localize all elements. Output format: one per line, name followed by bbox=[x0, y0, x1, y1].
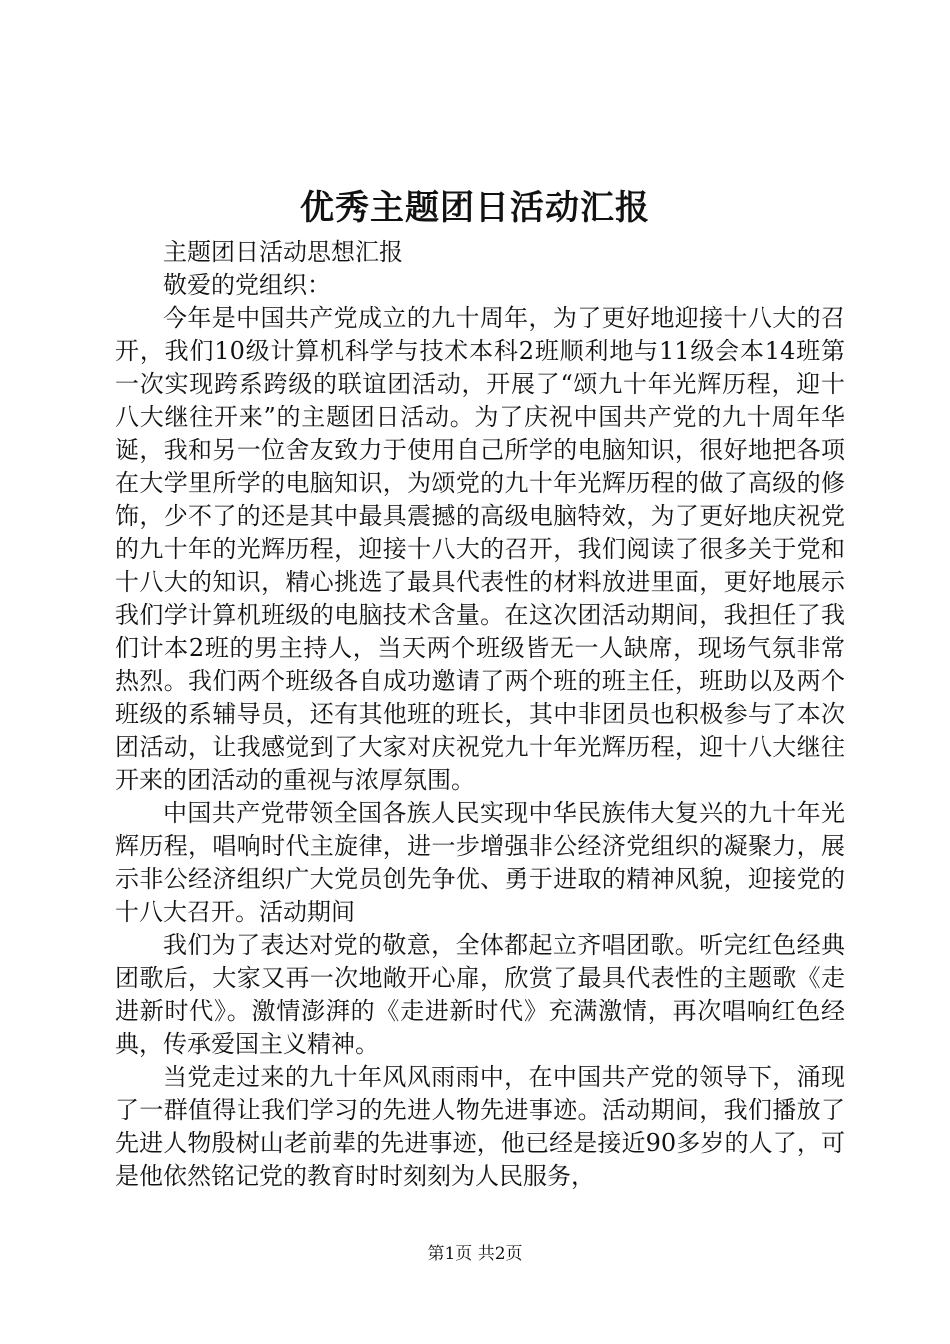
paragraph-2: 中国共产党带领全国各族人民实现中华民族伟大复兴的九十年光辉历程，唱响时代主旋律，进一步增强非公经济党组织的凝聚力，展示非公经济组织广大党员创先争优、勇于进取的精神风貌，迎接党的十八大召开。活动期间 bbox=[115, 799, 845, 926]
paragraph-1: 今年是中国共产党成立的九十周年，为了更好地迎接十八大的召开，我们10级计算机科学与技术本科2班顺利地与11级会本14班第一次实现跨系跨级的联谊团活动，开展了“颂九十年光辉历程，迎十八大继往开来”的主题团日活动。为了庆祝中国共产党的九十周年华诞，我和另一位舍友致力于使用自己所学的电脑知识，很好地把各项在大学里所学的电脑知识，为颂党的九十年光辉历程的做了高级的修饰，少不了的还是其中最具震撼的高级电脑特效，为了更好地庆祝党的九十年的光辉历程，迎接十八大的召开，我们阅读了很多关于党和十八大的知识，精心挑选了最具代表性的材料放进里面，更好地展示我们学计算机班级的电脑技术含量。在这次团活动期间，我担任了我们计本2班的男主持人，当天两个班级皆无一人缺席，现场气氛非常热烈。我们两个班级各自成功邀请了两个班的班主任，班助以及两个班级的系辅导员，还有其他班的班长，其中非团员也积极参与了本次团活动，让我感觉到了大家对庆祝党九十年光辉历程，迎十八大继往开来的团活动的重视与浓厚氛围。 bbox=[115, 304, 845, 794]
document-body bbox=[115, 236, 845, 1193]
paragraph-salutation: 敬爱的党组织： bbox=[163, 271, 331, 299]
document-title: 优秀主题团日活动汇报 bbox=[300, 188, 650, 228]
paragraph-subtitle: 主题团日活动思想汇报 bbox=[163, 238, 403, 266]
paragraph-4: 当党走过来的九十年风风雨雨中，在中国共产党的领导下，涌现了一群值得让我们学习的先进人物先进事迹。活动期间，我们播放了先进人物殷树山老前辈的先进事迹，他已经是接近90多岁的人了，可是他依然铭记党的教育时时刻刻为人民服务， bbox=[115, 1063, 845, 1190]
paragraph-3: 我们为了表达对党的敬意，全体都起立齐唱团歌。听完红色经典团歌后，大家又再一次地敞开心扉，欣赏了最具代表性的主题歌《走进新时代》。激情澎湃的《走进新时代》充满激情，再次唱响红色经典，传承爱国主义精神。 bbox=[115, 931, 845, 1058]
page-number-footer: 第1页 共2页 bbox=[427, 1244, 523, 1264]
